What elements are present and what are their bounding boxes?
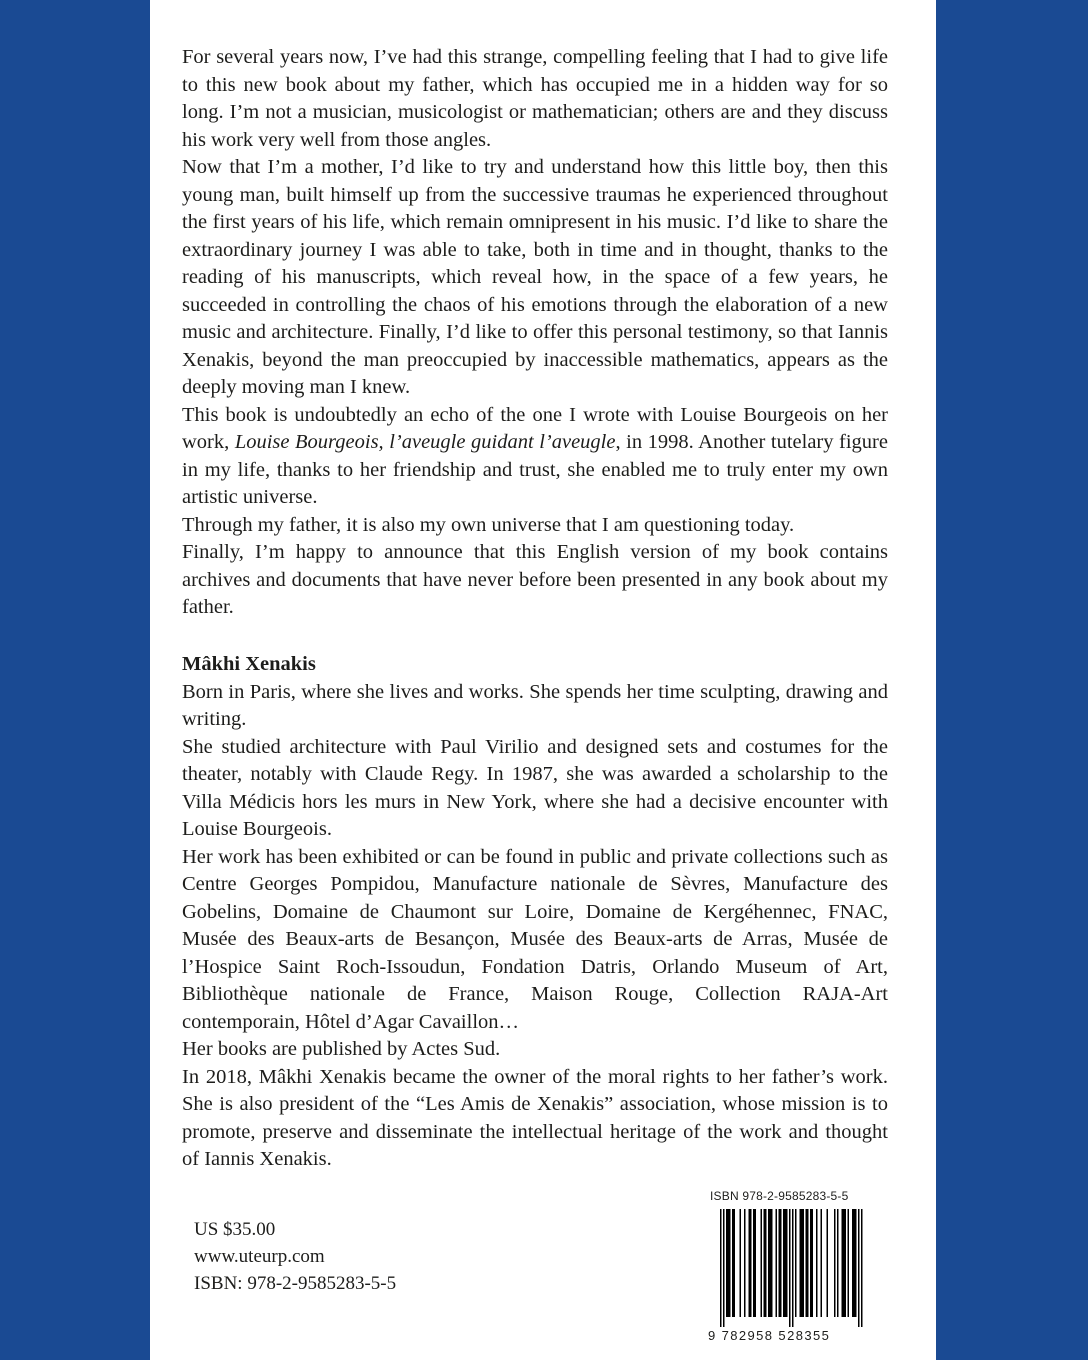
intro-paragraph-3-start: This book is undoubtedly an echo of the one I wrote with Louise Bourgeois on her work, [182,403,888,453]
barcode-bar [858,1209,860,1327]
barcode-bars [708,1209,868,1327]
barcode-bar [749,1209,751,1317]
barcode-bar [728,1209,730,1317]
author-bio [182,651,888,1174]
barcode-bar [854,1209,856,1317]
back-cover-page [150,0,936,1360]
book-title: Louise Bourgeois, l’aveugle guidant l’aveugle [234,431,616,453]
bio-paragraph-1: Born in Paris, where she lives and works. She spends her time sculpting, drawing and writing. [182,680,888,730]
intro-paragraph-1: For several years now, I’ve had this strange, compelling feeling that I had to give life to this new book about my father, which has occupied me in a hidden way for so long. I’m not a musician, musicologist or mathematician; others are and they discuss his work very well from those angles. [182,46,888,151]
barcode-bar [770,1209,772,1317]
price: US $35.00 [194,1219,276,1240]
barcode-bar [723,1209,725,1327]
barcode-bar [771,1209,773,1317]
barcode-bar [803,1209,805,1317]
barcode-bar [795,1209,797,1317]
barcode-bar [848,1209,850,1317]
intro-paragraph-2: Now that I’m a mother, I’d like to try and understand how this little boy, then this young man, built himself up from the successive traumas he experienced throughout the first years of his life, which remain omnipresent in his music. I’d like to share the extraordinary journey I was able to take, both in time and in thought, thanks to the reading of his manuscripts, which reveal how, in the space of a few years, he succeeded in controlling the chaos of his emotions through the elaboration of a new music and architecture. Finally, I’d like to offer this personal testimony, so that Iannis Xenakis, beyond the man preoccupied by inaccessible mathematics, appears as the deeply moving man I knew. [182,156,888,398]
intro-paragraph-3 [182,402,888,512]
barcode-bar [792,1209,794,1327]
barcode-bar [810,1209,812,1317]
intro-paragraph-3-end: , in 1998. Another tutelary figure in my life, thanks to her friendship and trust, she enabled me to truly enter my own artistic universe. [182,431,888,508]
barcode-bar [740,1209,742,1317]
barcode-bar [852,1209,854,1317]
barcode-isbn-label: ISBN 978-2-9585283-5-5 [710,1189,849,1203]
bio-paragraph-3: Her work has been exhibited or can be found in public and private collections such as Centre Georges Pompidou, Manufacture nationale de Sèvres, Manufacture des Gobelins, Domaine de Chaumont sur Loire, Domaine de Kergéhennec, FNAC, Musée des Beaux-arts de Besançon, Musée des Beaux-arts de Arras, Musée de l’Hospice Saint Roch-Issoudun, Fondation Datris, Orlando Museum of Art, Bibliothèque nationale de France, Maison Rouge, Collection RAJA-Art contemporain, Hôtel d’Agar Cavaillon… [182,845,888,1033]
barcode-bar [801,1209,803,1317]
barcode-bar [732,1209,734,1317]
barcode-bar [786,1209,788,1317]
intro-text [182,44,888,622]
barcode-bar [834,1209,836,1317]
barcode-bar [776,1209,778,1317]
barcode-digits: 9 782958 528355 [708,1328,831,1343]
barcode-bar [753,1209,755,1317]
barcode-bar [842,1209,844,1317]
barcode-bar [789,1209,791,1327]
isbn-text: ISBN: 978-2-9585283-5-5 [194,1273,397,1294]
barcode-bar [861,1209,863,1327]
barcode-bar [855,1209,857,1317]
barcode-bar [807,1209,809,1317]
barcode-bar [816,1209,818,1317]
bio-paragraph-2: She studied architecture with Paul Virilio and designed sets and costumes for the theater, notably with Claude Regy. In 1987, she was awarded a scholarship to the Villa Médicis hors les murs in New York, where she had a decisive encounter with Louise Bourgeois. [182,735,888,840]
barcode-bar [783,1209,785,1317]
barcode-bar [821,1209,823,1317]
barcode-bar [720,1209,722,1327]
barcode-bar [806,1209,808,1317]
barcode-bar [750,1209,752,1317]
barcode-bar [768,1209,770,1317]
barcode-bar [755,1209,757,1317]
barcode-bar [812,1209,814,1317]
barcode-bar [734,1209,736,1317]
barcode-bar [785,1209,787,1317]
barcode-bar [779,1209,781,1317]
barcode-bar [765,1209,767,1317]
barcode-bar [761,1209,763,1317]
bio-paragraph-5: In 2018, Mâkhi Xenakis became the owner of the moral rights to her father’s work. She is also president of the “Les Amis de Xenakis” association, whose mission is to promote, preserve and disseminate the intellectual heritage of the work and thought of Iannis Xenakis. [182,1065,888,1170]
barcode [708,1188,868,1348]
barcode-bar [837,1209,839,1317]
barcode-bar [800,1209,802,1317]
barcode-bar [843,1209,845,1317]
barcode-bar [780,1209,782,1317]
barcode-graphic [708,1209,868,1327]
barcode-bar [764,1209,766,1317]
price-info [194,1216,396,1297]
barcode-bar [729,1209,731,1317]
barcode-bar [726,1209,728,1317]
barcode-bar [827,1209,829,1317]
intro-paragraph-5: Finally, I’m happy to announce that this English version of my book contains archives and documents that have never before been presented in any book about my father. [182,541,888,618]
barcode-bar [744,1209,746,1317]
author-name: Mâkhi Xenakis [182,653,316,675]
bio-paragraph-4: Her books are published by Actes Sud. [182,1038,501,1060]
website: www.uteurp.com [194,1246,325,1267]
intro-paragraph-4: Through my father, it is also my own universe that I am questioning today. [182,513,795,536]
barcode-bar [845,1209,847,1317]
